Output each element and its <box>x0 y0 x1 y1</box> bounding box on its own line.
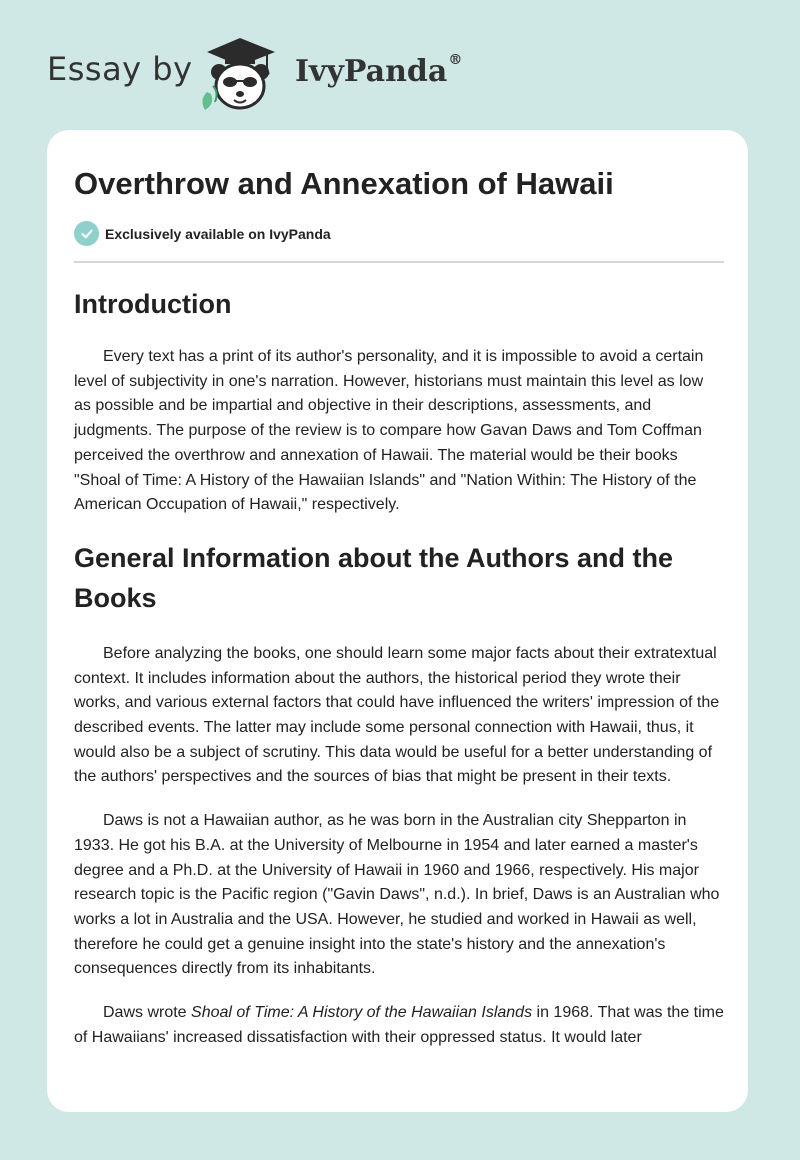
paragraph: Daws is not a Hawaiian author, as he was born in the Australian city Shepparton in 1933. He got his B.A. at the University of Melbourne in 1954 and later earned a master's degree and a Ph.D. at the University of Hawaii in 1960 and 1966, respectively. His major research topic is the Pacific region ("Gavin Daws", n.d.). In brief, Daws is an Australian who works a lot in Australia and the USA. However, he studied and worked in Hawaii as well, therefore he could get a genuine insight into the state's history and the annexation's consequences directly from its inhabitants. <box>74 812 720 978</box>
registered-mark: ® <box>448 52 463 68</box>
paragraph: Before analyzing the books, one should learn some major facts about their extratextual context. It includes information about the authors, the historical period they wrote their works, and various external factors that could have influenced the writers' impression of the described events. The latter may include some personal connection with Hawaii, thus, it would also be a subject of scrutiny. This data would be useful for a better understanding of the authors' perspectives and the sources of bias that might be present in their texts. <box>74 644 720 786</box>
essay-body <box>74 284 724 1050</box>
exclusive-badge <box>74 221 331 246</box>
exclusive-badge-label: Exclusively available on IvyPanda <box>105 225 331 242</box>
essay-card <box>47 130 748 1112</box>
check-circle-icon <box>74 221 99 246</box>
brand-name[interactable]: IvyPanda® <box>295 52 463 89</box>
panda-graduate-icon <box>197 34 283 112</box>
section-heading-general-information: General Information about the Authors and the Books <box>74 542 674 613</box>
paragraph: Daws wrote Shoal of Time: A History of the Hawaiian Islands in 1968. That was the time of Hawaiians' increased dissatisfaction with their oppressed status. It would later <box>74 1004 724 1046</box>
paragraph: Every text has a print of its author's personality, and it is impossible to avoid a certain level of subjectivity in one's narration. However, historians must maintain this level as low as possible and be impartial and objective in their descriptions, assessments, and judgments. The purpose of the review is to compare how Gavan Daws and Tom Coffman perceived the overthrow and annexation of Hawaii. The material would be their books "Shoal of Time: A History of the Hawaiian Islands" and "Nation Within: The History of the American Occupation of Hawaii," respectively. <box>74 348 704 514</box>
page-title: Overthrow and Annexation of Hawaii <box>74 166 614 201</box>
section-heading-introduction: Introduction <box>74 289 232 319</box>
title-divider <box>74 261 724 263</box>
site-header <box>47 30 507 110</box>
book-title-italic: Shoal of Time: A History of the Hawaiian Islands <box>191 1004 533 1022</box>
essay-by-label: Essay by <box>47 50 193 88</box>
